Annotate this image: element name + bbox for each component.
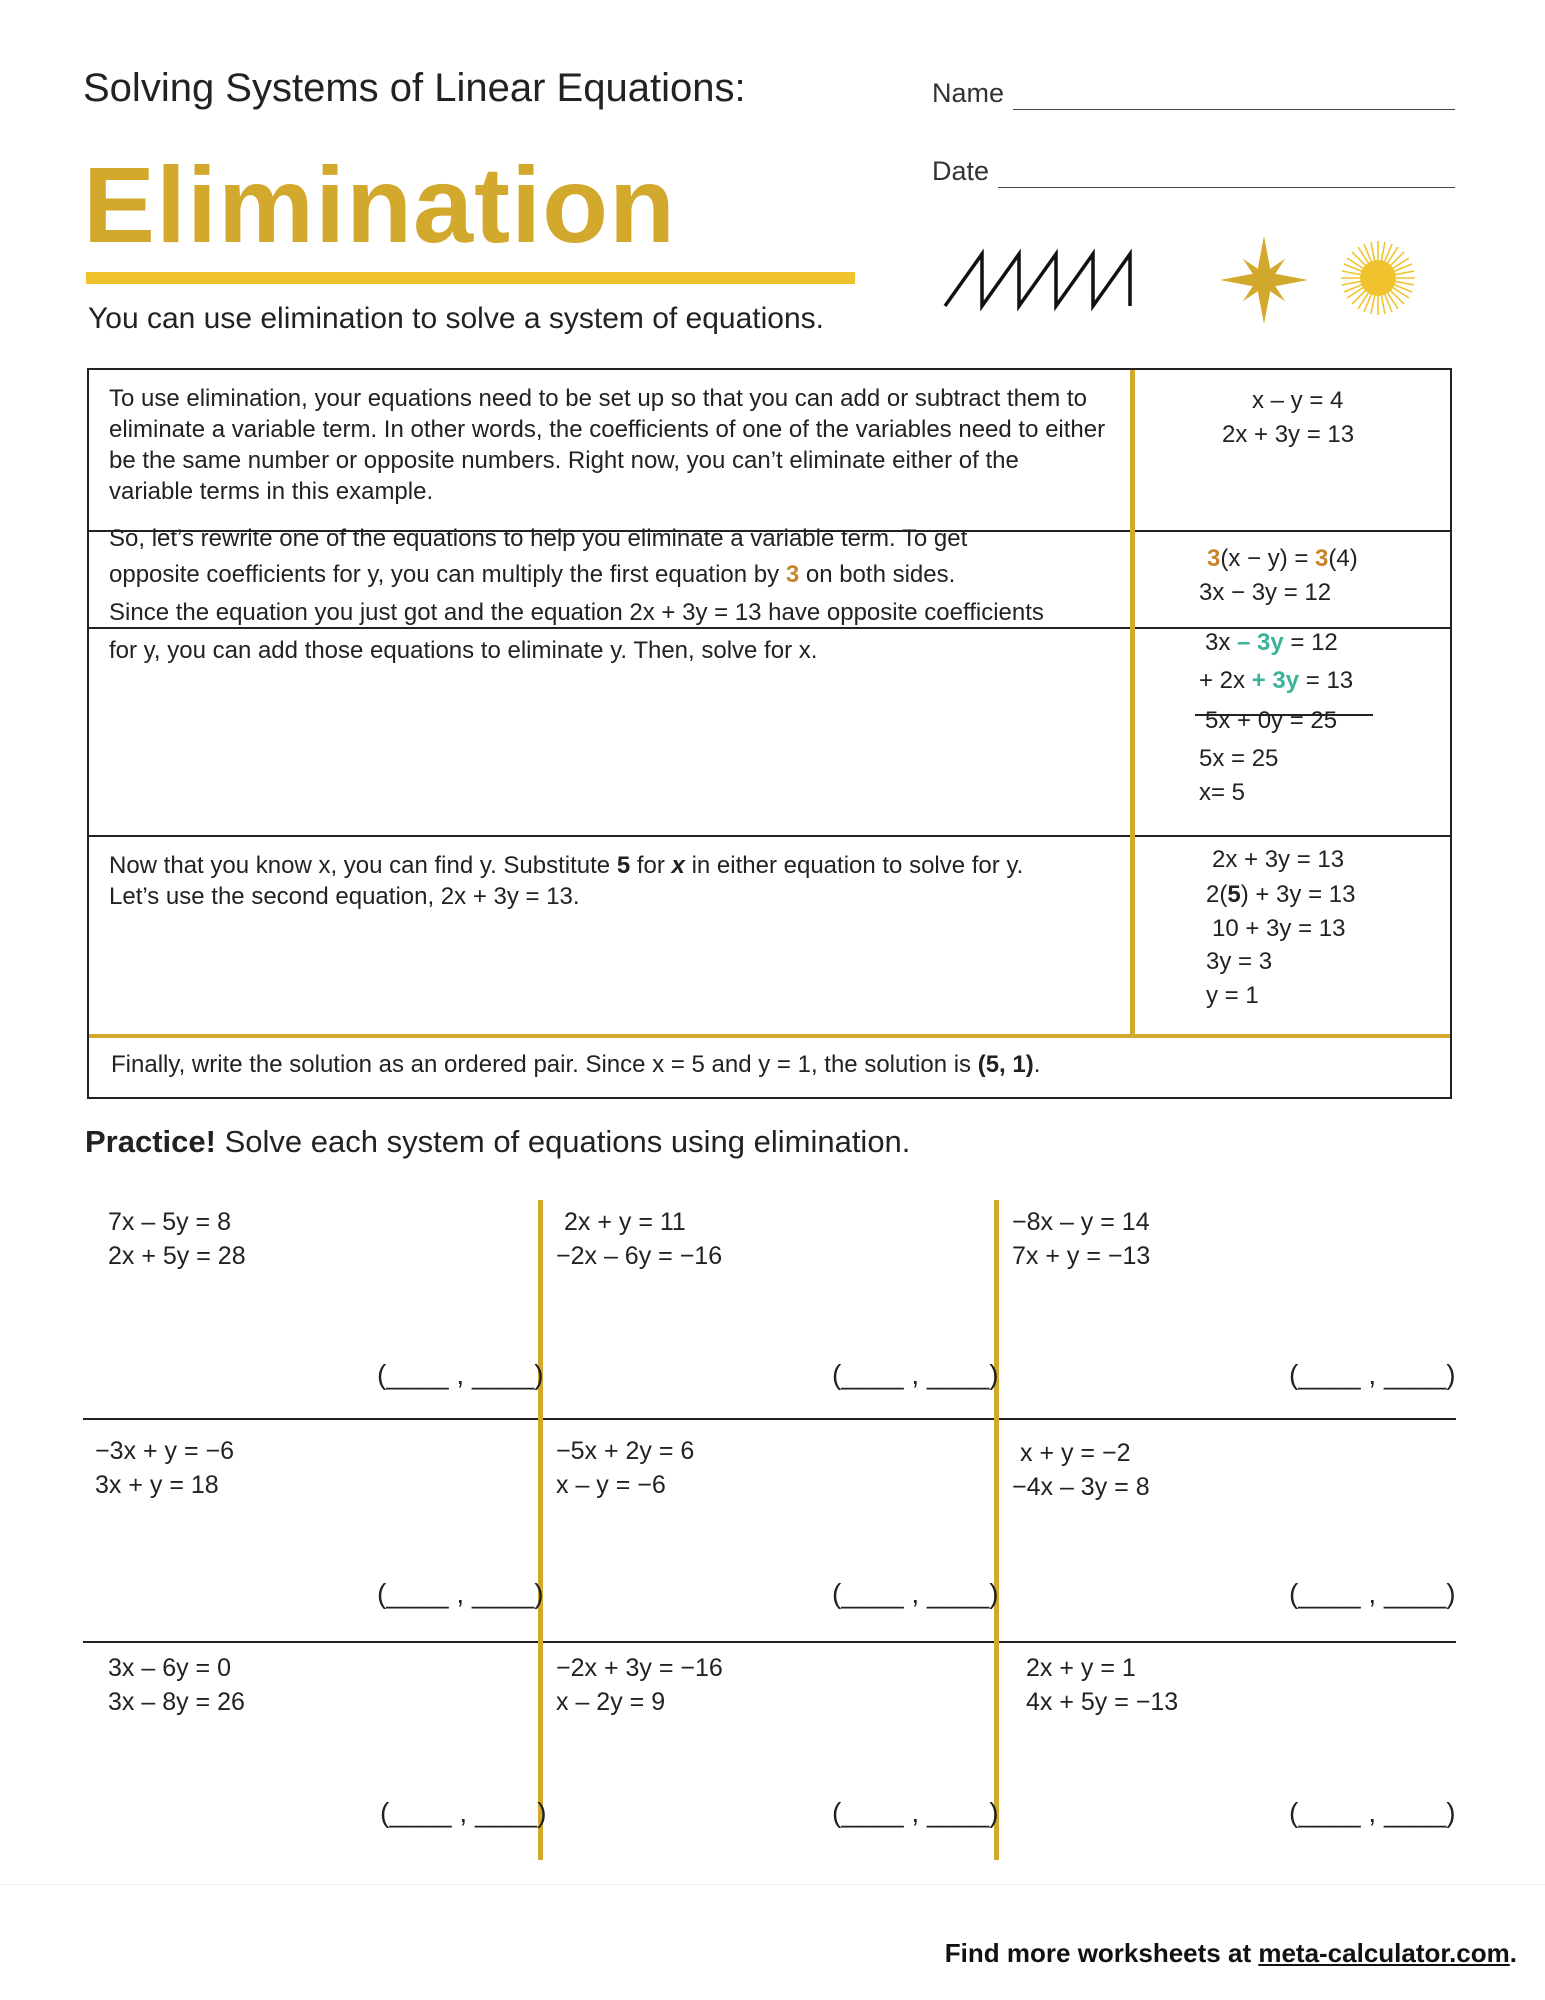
step1-text: To use elimination, your equations need to be set up so that you can add or subtract them to eliminate a variable term. In other words, the coefficients of one of the variables need to either be the same number or opposite numbers. Right now, you can’t eliminate either of the variable terms in this example.: [109, 385, 1106, 505]
answer-blank[interactable]: (____ , ____): [1289, 1797, 1456, 1828]
step4-text-line1: Now that you know x, you can find y. Substitute 5 for x in either equation to solve for y.: [109, 852, 1024, 879]
step3-equation-2: + 2x + 3y = 13: [1199, 667, 1354, 694]
worksheet-title: Elimination: [83, 144, 677, 265]
practice-problem-8: −2x + 3y = −16 x – 2y = 9: [556, 1654, 723, 1716]
step2-equation-2: 3x − 3y = 12: [1199, 579, 1332, 606]
answer-blank[interactable]: (____ , ____): [380, 1797, 547, 1828]
sun-icon: [1338, 238, 1418, 318]
step4-equation-5: y = 1: [1206, 982, 1259, 1009]
title-underline: [86, 272, 855, 284]
star-burst-icon: [1218, 234, 1310, 326]
row-divider: [89, 835, 1450, 837]
step4-equation-2: 2(5) + 3y = 13: [1206, 881, 1356, 908]
step3-equation-3: 5x + 0y = 25: [1205, 707, 1338, 734]
date-field[interactable]: [998, 187, 1455, 188]
worksheet-subtitle: Solving Systems of Linear Equations:: [83, 66, 746, 110]
answer-blank[interactable]: (____ , ____): [377, 1359, 544, 1390]
step3-equation-4: 5x = 25: [1199, 745, 1279, 772]
answer-blank[interactable]: (____ , ____): [1289, 1359, 1456, 1390]
practice-problem-9: 2x + y = 1 4x + 5y = −13: [1026, 1654, 1179, 1716]
practice-problem-4: −3x + y = −6 3x + y = 18: [95, 1437, 234, 1499]
answer-blank[interactable]: (____ , ____): [832, 1359, 999, 1390]
step1-equation-1: x – y = 4: [1252, 387, 1344, 414]
grid-column-divider: [994, 1200, 999, 1860]
answer-blank[interactable]: (____ , ____): [832, 1797, 999, 1828]
footer-text: Find more worksheets at meta-calculator.com.: [944, 1938, 1517, 1968]
grid-column-divider: [538, 1200, 543, 1860]
answer-blank[interactable]: (____ , ____): [832, 1578, 999, 1609]
step3-text-line1: Since the equation you just got and the equation 2x + 3y = 13 have opposite coefficients: [109, 599, 1044, 626]
intro-text: You can use elimination to solve a system of equations.: [88, 302, 824, 335]
footer-divider: [0, 1884, 1545, 1885]
step4-text-line2: Let’s use the second equation, 2x + 3y = 13.: [109, 883, 580, 910]
date-label: Date: [932, 156, 990, 186]
step4-equation-3: 10 + 3y = 13: [1212, 915, 1346, 942]
step2-text-line2: opposite coefficients for y, you can multiply the first equation by 3 on both sides.: [109, 561, 956, 588]
step1-equation-2: 2x + 3y = 13: [1222, 421, 1355, 448]
final-text: Finally, write the solution as an ordered pair. Since x = 5 and y = 1, the solution is (5, 1).: [111, 1051, 1041, 1078]
practice-problem-1: 7x – 5y = 8 2x + 5y = 28: [108, 1208, 246, 1270]
practice-problem-6: x + y = −2 −4x – 3y = 8: [1012, 1439, 1150, 1501]
step4-equation-1: 2x + 3y = 13: [1212, 846, 1345, 873]
name-label: Name: [932, 78, 1005, 108]
practice-problem-7: 3x – 6y = 0 3x – 8y = 26: [108, 1654, 245, 1716]
step2-equation-1: 3(x − y) = 3(4): [1207, 545, 1358, 572]
column-divider: [1130, 370, 1135, 1034]
practice-problem-3: −8x – y = 14 7x + y = −13: [1012, 1208, 1151, 1270]
practice-heading: Practice! Solve each system of equations using elimination.: [85, 1124, 911, 1159]
answer-blank[interactable]: (____ , ____): [377, 1578, 544, 1609]
practice-problem-2: 2x + y = 11 −2x – 6y = −16: [556, 1208, 723, 1270]
step2-text-line1: So, let’s rewrite one of the equations to help you eliminate a variable term. To get: [109, 525, 968, 552]
grid-divider: [83, 1418, 1456, 1420]
practice-problem-5: −5x + 2y = 6 x – y = −6: [556, 1437, 695, 1499]
example-table: [87, 368, 1452, 1099]
step3-equation-5: x= 5: [1199, 779, 1246, 806]
step3-text-line2: for y, you can add those equations to eliminate y. Then, solve for x.: [109, 637, 818, 664]
grid-divider: [83, 1641, 1456, 1643]
answer-blank[interactable]: (____ , ____): [1289, 1578, 1456, 1609]
footer-link[interactable]: meta-calculator.com: [1258, 1938, 1510, 1968]
name-field[interactable]: [1013, 109, 1455, 110]
step3-equation-1: 3x – 3y = 12: [1205, 629, 1338, 656]
final-row-divider: [89, 1034, 1450, 1038]
step4-equation-4: 3y = 3: [1206, 948, 1273, 975]
zigzag-icon: [940, 244, 1190, 319]
